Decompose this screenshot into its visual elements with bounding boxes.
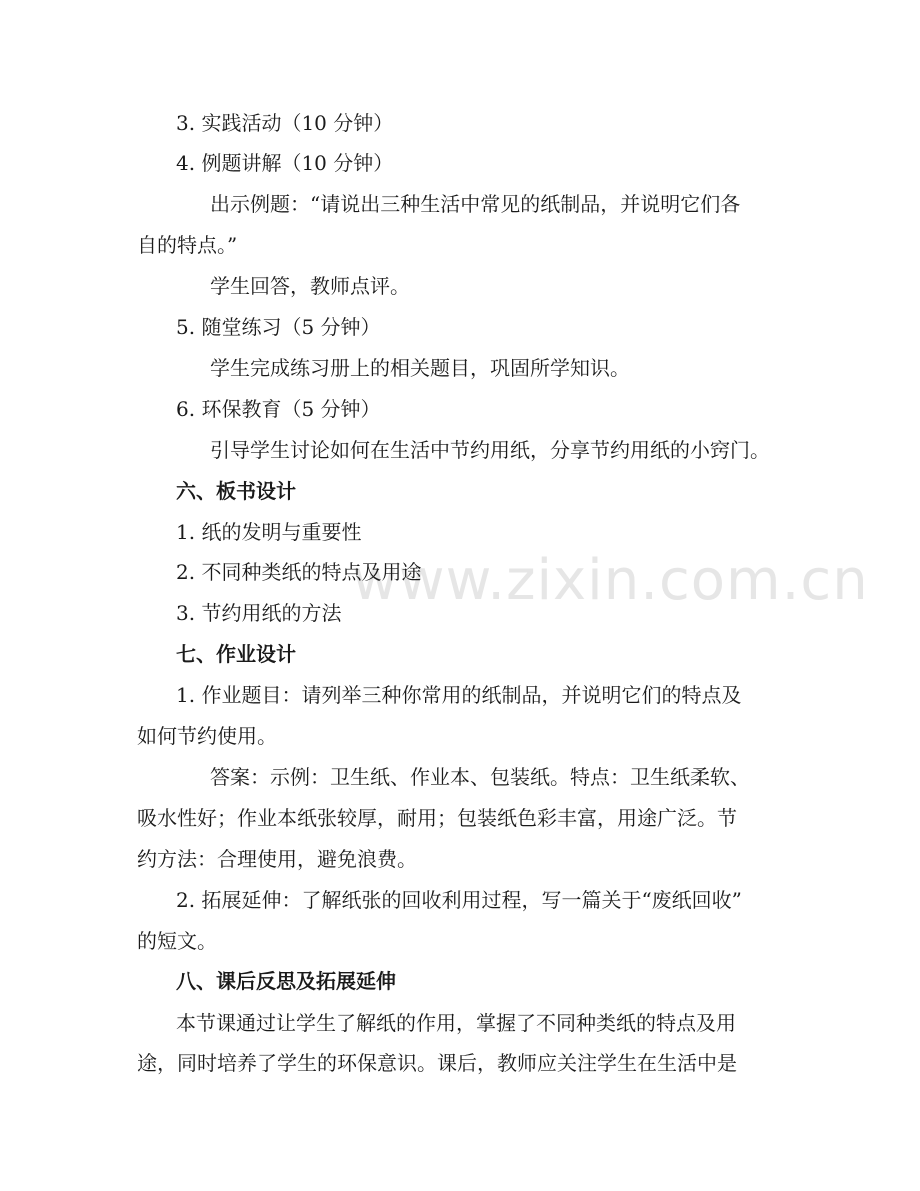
paragraph-line: 出示例题：“请说出三种生活中常见的纸制品，并说明它们各 (210, 192, 741, 216)
paragraph-line: 如何节约使用。 (137, 724, 277, 748)
list-item: 3. 节约用纸的方法 (176, 601, 342, 625)
paragraph-line: 的短文。 (137, 929, 217, 953)
answer-line: 答案：示例：卫生纸、作业本、包装纸。特点：卫生纸柔软、 (210, 765, 750, 789)
answer-line: 约方法：合理使用，避免浪费。 (137, 847, 417, 871)
watermark-text: www.zixin.com.cn (352, 548, 869, 613)
list-item-homework-question: 1. 作业题目：请列举三种你常用的纸制品，并说明它们的特点及 (176, 683, 742, 707)
list-item: 2. 不同种类纸的特点及用途 (176, 560, 422, 584)
answer-line: 吸水性好；作业本纸张较厚，耐用；包装纸色彩丰富，用途广泛。节 (137, 806, 737, 830)
paragraph-line: 自的特点。” (137, 233, 238, 257)
list-item-class-exercise: 5. 随堂练习（5 分钟） (176, 315, 381, 339)
list-item-extension: 2. 拓展延伸：了解纸张的回收利用过程，写一篇关于“废纸回收” (176, 888, 742, 912)
list-item-practice-activity: 3. 实践活动（10 分钟） (176, 111, 394, 135)
paragraph-line: 引导学生讨论如何在生活中节约用纸，分享节约用纸的小窍门。 (210, 438, 770, 462)
list-item: 1. 纸的发明与重要性 (176, 520, 362, 544)
paragraph-line: 本节课通过让学生了解纸的作用，掌握了不同种类纸的特点及用 (176, 1011, 736, 1035)
paragraph-line: 途，同时培养了学生的环保意识。课后，教师应关注学生在生活中是 (137, 1051, 737, 1075)
list-item-environmental-education: 6. 环保教育（5 分钟） (176, 397, 381, 421)
section-heading-reflection: 八、课后反思及拓展延伸 (176, 969, 396, 993)
section-heading-homework-design: 七、作业设计 (176, 642, 296, 666)
paragraph-line: 学生回答，教师点评。 (210, 274, 410, 298)
section-heading-blackboard-design: 六、板书设计 (176, 479, 296, 503)
list-item-example-explanation: 4. 例题讲解（10 分钟） (176, 151, 394, 175)
paragraph-line: 学生完成练习册上的相关题目，巩固所学知识。 (210, 356, 630, 380)
